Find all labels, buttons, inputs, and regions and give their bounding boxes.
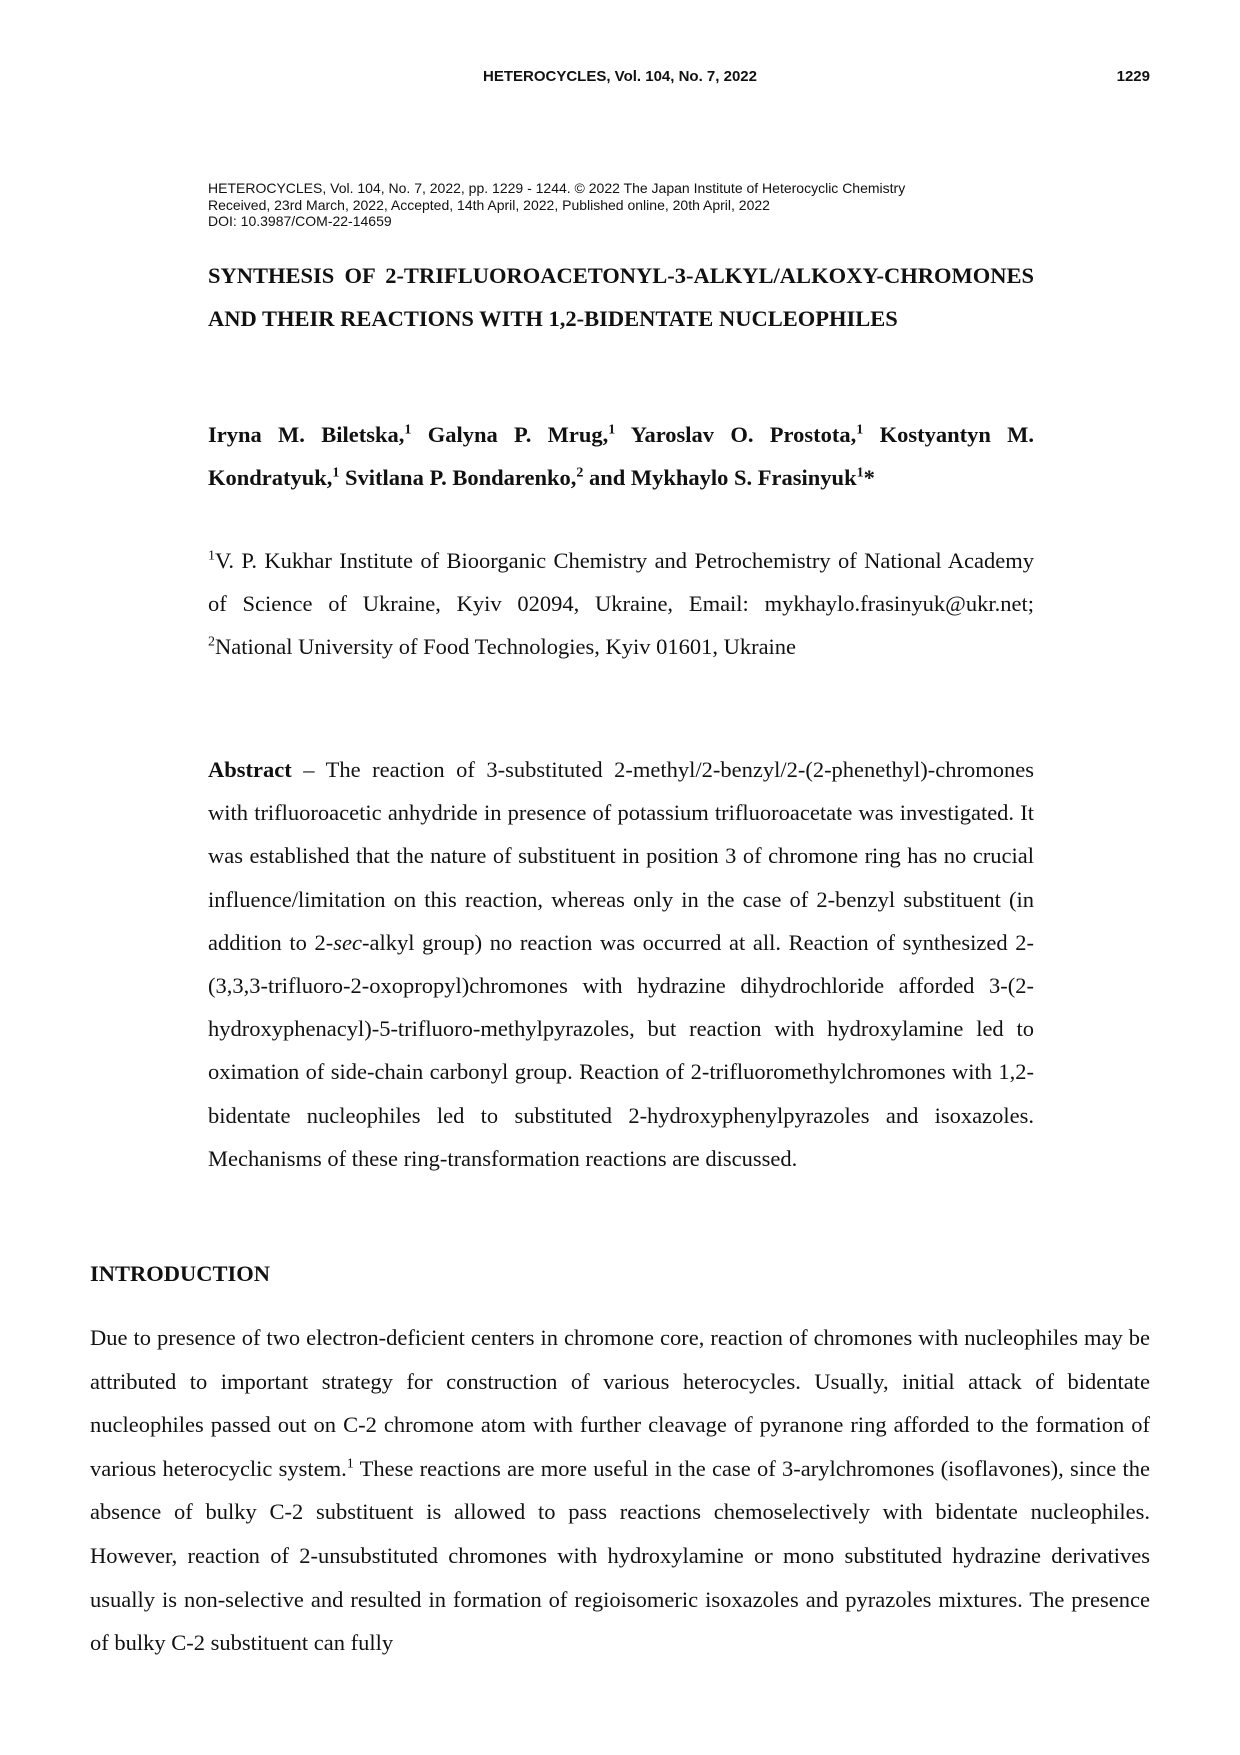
author-conjunction: and (589, 465, 631, 490)
introduction-text: These reactions are more useful in the case of 3-arylchromones (isoflavones), since the absence of bulky C-2 substituent is allowed to pass reactions chemoselectively with bidentate nucleophiles. However, reaction of 2-unsubstituted chromones with hydroxylamine or mono substituted hydrazine derivatives usually is non-selective and resulted in formation of regioisomeric isoxazoles and pyrazoles mixtures. The presence of bulky C-2 substituent can fully (90, 1455, 1150, 1656)
author-affiliation-mark: 1 (404, 422, 412, 438)
abstract (208, 748, 1034, 1180)
citation-line: HETEROCYCLES, Vol. 104, No. 7, 2022, pp. 1229 - 1244. © 2022 The Japan Institute of Heterocyclic Chemistry (208, 180, 906, 196)
affiliation-mark: 1 (208, 548, 215, 564)
author-name: Iryna M. Biletska, (208, 422, 405, 447)
corresponding-author-mark: * (863, 465, 875, 490)
journal-header: HETEROCYCLES, Vol. 104, No. 7, 2022 (483, 68, 757, 85)
abstract-label: Abstract (208, 757, 292, 782)
author-name: Svitlana P. Bondarenko, (345, 465, 577, 490)
author-name: Galyna P. Mrug, (427, 422, 609, 447)
affiliations (208, 539, 1034, 668)
author-name: Mykhaylo S. Frasinyuk (630, 465, 857, 490)
introduction-paragraph (90, 1316, 1150, 1665)
author-name: Yaroslav O. Prostota, (630, 422, 857, 447)
section-heading: INTRODUCTION (90, 1261, 271, 1286)
abstract-italic-text: sec (333, 929, 363, 955)
dates-line: Received, 23rd March, 2022, Accepted, 14th April, 2022, Published online, 20th April, 2022 (208, 196, 770, 213)
publication-metadata (208, 180, 905, 230)
affiliation-text: V. P. Kukhar Institute of Bioorganic Chemistry and Petrochemistry of National Academy of Science of Ukraine, Kyiv 02094, Ukraine, Email: mykhaylo.frasinyuk@ukr.net; (208, 548, 1034, 616)
affiliation-text: National University of Food Technologies, Kyiv 01601, Ukraine (215, 634, 797, 659)
author-affiliation-mark: 1 (856, 465, 864, 481)
author-affiliation-mark: 1 (856, 422, 864, 438)
article-title: SYNTHESIS OF 2-TRIFLUOROACETONYL-3-ALKYL/ALKOXY-CHROMONES AND THEIR REACTIONS WITH 1,2-BIDENTATE NUCLEOPHILES (208, 263, 1034, 331)
abstract-text: – The reaction of 3-substituted 2-methyl/2-benzyl/2-(2-phenethyl)-chromones with trifluoroacetic anhydride in presence of potassium trifluoroacetate was investigated. It was established that the nature of substituent in position 3 of chromone ring has no crucial influence/limitation on this reaction, whereas only in the case of 2-benzyl substituent (in addition to 2- (208, 757, 1034, 955)
affiliation-mark: 2 (208, 634, 215, 650)
page-number: 1229 (1116, 68, 1150, 85)
author-affiliation-mark: 2 (576, 465, 584, 481)
author-list (208, 413, 1034, 499)
reference-mark: 1 (346, 1456, 354, 1472)
doi-line: DOI: 10.3987/COM-22-14659 (208, 213, 392, 229)
author-name: Kostyantyn M. Kondratyuk, (208, 422, 1034, 490)
introduction-text: Due to presence of two electron-deficient centers in chromone core, reaction of chromones with nucleophiles may be attributed to important strategy for construction of various heterocycles. Usually, initial attack of bidentate nucleophiles passed out on C-2 chromone atom with further cleavage of pyranone ring afforded to the formation of various heterocyclic system. (90, 1325, 1150, 1481)
abstract-text: -alkyl group) no reaction was occurred at all. Reaction of synthesized 2-(3,3,3-trifluoro-2-oxopropyl)chromones with hydrazine dihydrochloride afforded 3-(2-hydroxyphenacyl)-5-trifluoro-methylpyrazoles, but reaction with hydroxylamine led to oximation of side-chain carbonyl group. Reaction of 2-trifluoromethylchromones with 1,2-bidentate nucleophiles led to substituted 2-hydroxyphenylpyrazoles and isoxazoles. Mechanisms of these ring-transformation reactions are discussed. (208, 929, 1035, 1171)
author-affiliation-mark: 1 (608, 422, 616, 438)
author-affiliation-mark: 1 (332, 465, 340, 481)
